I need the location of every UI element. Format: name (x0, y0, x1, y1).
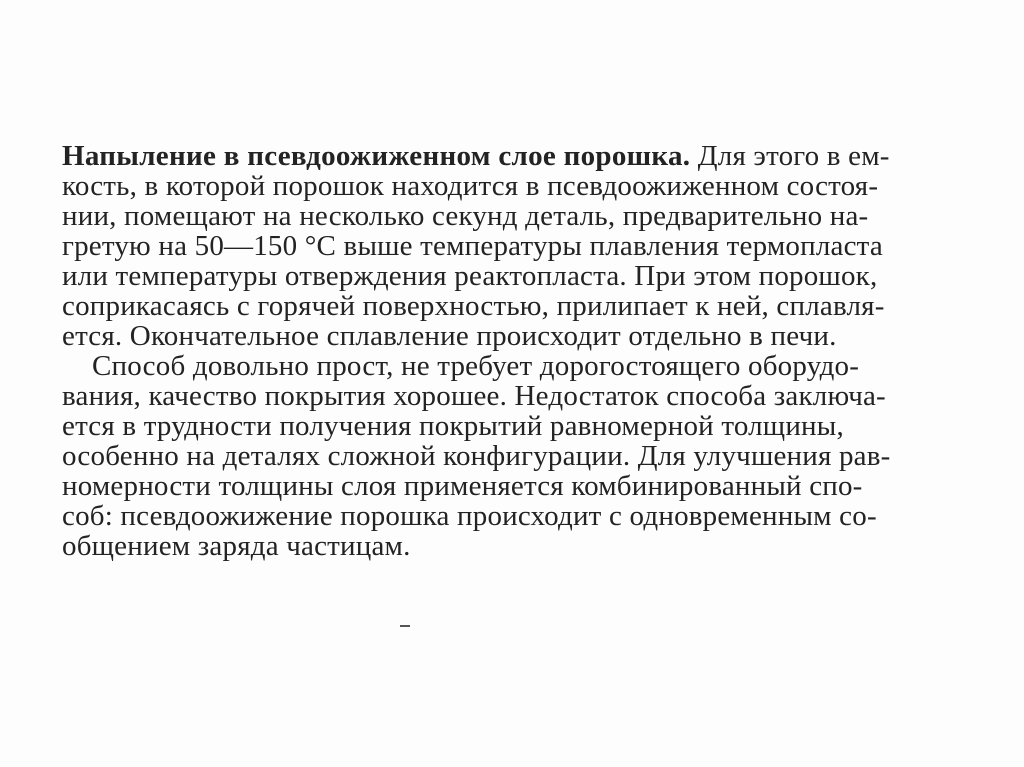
paragraph-1-line-4: гретую на 50—150 °С выше температуры плавления термопласта (62, 230, 883, 262)
paragraph-1-line-1-text: Для этого в ем- (690, 140, 890, 172)
body-text (62, 141, 982, 561)
paragraph-1-line-7: ется. Окончательное сплавление происходит отдельно в печи. (62, 320, 837, 352)
paragraph-2-line-4: особенно на деталях сложной конфигурации. Для улучшения рав- (62, 440, 891, 472)
paragraph-2-line-3: ется в трудности получения покрытий равномерной толщины, (62, 410, 844, 442)
section-heading: Напыление в псевдоожиженном слое порошка. (62, 140, 691, 172)
paragraph-1-line-3: нии, помещают на несколько секунд деталь, предварительно на- (62, 200, 869, 232)
paragraph-1-line-2: кость, в которой порошок находится в псевдоожиженном состоя- (62, 170, 879, 202)
paragraph-2-line-2: вания, качество покрытия хорошее. Недостаток способа заключа- (62, 380, 886, 412)
scan-artifact (400, 625, 410, 627)
paragraph-2-line-1: Способ довольно прост, не требует дорогостоящего оборудо- (92, 350, 860, 382)
paragraph-2-line-7: общением заряда частицам. (62, 530, 411, 562)
paragraph-1-line-1 (62, 141, 982, 171)
paragraph-2-line-5: номерности толщины слоя применяется комбинированный спо- (62, 470, 863, 502)
paragraph-1-line-6: соприкасаясь с горячей поверхностью, прилипает к ней, сплавля- (62, 290, 885, 322)
paragraph-1-line-5: или температуры отверждения реактопласта. При этом порошок, (62, 260, 878, 292)
paragraph-2-line-6: соб: псевдоожижение порошка происходит с одновременным со- (62, 500, 877, 532)
